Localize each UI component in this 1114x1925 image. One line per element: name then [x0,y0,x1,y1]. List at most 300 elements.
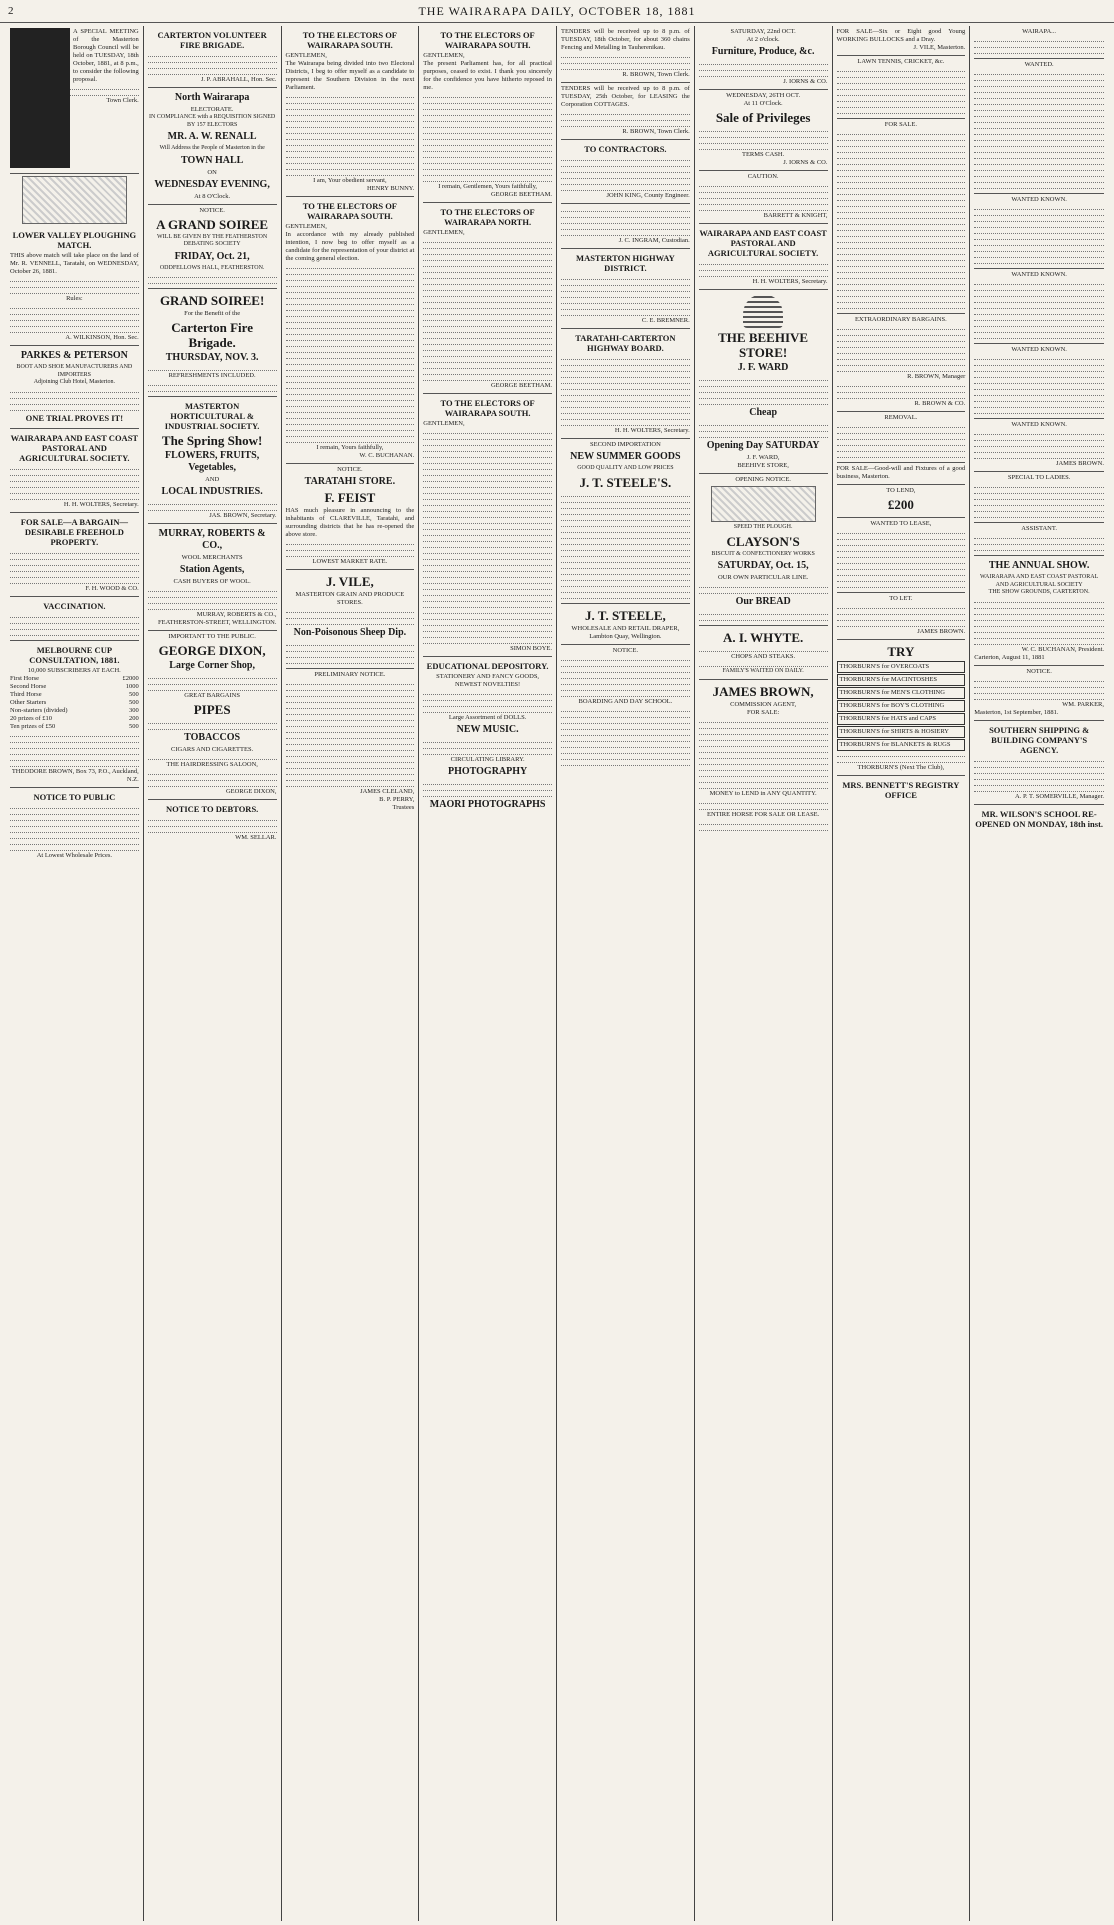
ad-subheading: Station Agents, [179,564,245,575]
ad-signature: BEEHIVE STORE, [737,462,789,469]
ad-heading: TO LEND, [886,487,916,494]
ad-subheading: FOR SALE: [746,708,780,716]
column-6 [695,26,833,1921]
ad-terms: TERMS CASH. [741,151,785,158]
ad-signature: H. H. WOLTERS, Secretary. [752,278,828,285]
ad-wanted-known-3 [974,344,1104,419]
ad-subheading: CASH BUYERS OF WOOL. [173,578,251,585]
ad-heading: ASSISTANT. [1021,525,1057,532]
ad-big-heading: Sale of Privileges [715,110,811,125]
thorburn-item: THORBURN'S for BLANKETS & RUGS [837,739,966,751]
ad-subheading: WHOLESALE AND RETAIL DRAPER, [571,624,680,632]
ad-salutation: GENTLEMEN, [423,229,465,236]
ad-heading: MASTERTON HORTICULTURAL & INDUSTRIAL SOCIETY. [164,401,260,431]
thorburn-item: THORBURN'S for SHIRTS & HOSIERY [837,726,966,738]
ad-beetham-south [423,26,552,203]
ad-thorburns [837,640,966,776]
ad-time: At 8 O'Clock. [194,192,231,200]
ad-signature: B. P. PERRY, [379,796,415,803]
ad-heading: MELBOURNE CUP CONSULTATION, 1881. [29,644,120,665]
ad-amount: £200 [887,497,914,512]
ad-boye-electors [423,394,552,657]
ad-motto: SPEED THE PLOUGH. [733,524,793,530]
ad-heading: TO THE ELECTORS OF WAIRARAPA SOUTH. [440,30,535,50]
ad-wanted-known-2 [974,269,1104,344]
ad-bullocks-sale [837,26,966,56]
ad-subheading: Our BREAD [735,596,791,607]
ad-heading: SPECIAL TO LADIES. [1007,474,1071,481]
prize-value: 1000 [125,682,139,690]
prize-row [10,715,139,723]
ad-footer: ENTIRE HORSE FOR SALE OR LEASE. [706,810,820,818]
ad-subheading: Large Assortment of DOLLS. [448,714,527,721]
ad-subheading: BOARDING AND DAY SCHOOL. [578,697,673,705]
page-number: 2 [8,5,15,17]
ad-signature: GEORGE BEETHAM. [490,191,552,198]
ad-notice-parker [974,666,1104,721]
ad-big-heading: Furniture, Produce, &c. [711,46,815,57]
ad-renall-address [148,88,277,205]
ad-text: ON [207,168,217,176]
ad-salutation: GENTLEMEN, [285,223,327,230]
ad-big-heading: J. T. STEELE'S. [579,474,672,490]
ad-signature: WM. PARKER, [1062,700,1104,708]
prize-row [10,691,139,699]
ad-text: THIS above match will take place on the land of Mr. R. VENNELL, Taratahi, on WEDNESDAY, October 26, 1881. [10,252,139,275]
ad-heading: NOTICE. [337,466,363,473]
ad-heading: NOTICE. [1026,667,1052,675]
prize-value: 500 [129,698,139,706]
ad-heading: TO CONTRACTORS. [584,144,667,154]
prize-value: £2000 [122,674,139,682]
ad-wanted-known-4 [974,419,1104,472]
prize-label: 20 prizes of £10 [10,714,53,722]
ad-heading: CARTERTON VOLUNTEER FIRE BRIGADE. [157,30,267,50]
ad-big-heading: THE ANNUAL SHOW. [988,560,1090,571]
ad-venue: TOWN HALL [180,154,244,166]
prize-label: Other Starters [10,698,47,706]
ad-big-heading: TRY [887,644,915,659]
ad-signature: R. BROWN, Town Clerk. [622,71,690,78]
ad-buchanan-electors [286,197,415,464]
ad-murray-roberts [148,524,277,631]
ad-pastoral-society-committee [699,224,828,290]
ad-subheading: MONEY to LEND in ANY QUANTITY. [709,789,817,797]
ad-subheading: LOWEST MARKET RATE. [312,558,388,565]
ad-special-to-ladies [974,472,1104,523]
ad-wilson-school [974,805,1104,834]
ad-venue: ODDFELLOWS HALL, FEATHERSTON. [159,264,265,271]
ad-opening-day: Opening Day SATURDAY [706,440,820,451]
ad-signature: Town Clerk. [106,97,139,104]
ad-heading: NOTICE. [612,646,639,654]
ad-time: At 11 O'Clock. [743,100,783,107]
ad-signature: J. F. WARD, [746,454,780,461]
ad-heading: PRELIMINARY NOTICE. [314,671,386,678]
ad-heading: TO THE ELECTORS OF WAIRARAPA SOUTH. [302,30,397,50]
ad-subheading: GREAT BARGAINS [184,692,240,699]
ad-beetham-north [423,203,552,394]
ad-subheading: NEWEST NOVELTIES! [455,681,521,688]
ad-taratahi-store [286,464,415,570]
ad-heading: EXTRAORDINARY BARGAINS. [854,316,947,323]
ad-heading: WANTED KNOWN. [1011,346,1067,353]
ad-melbourne-cup [10,641,139,788]
ad-heading: LAWN TENNIS, CRICKET, &c. [857,58,945,65]
ad-closing: I remain, Yours faithfully, [316,444,384,451]
ad-freehold-sale [10,513,139,597]
ad-subheading: WILL BE GIVEN BY THE FEATHERSTON DEBATING SOCIETY [157,233,268,247]
ad-big-heading: Carterton Fire Brigade. [171,320,253,350]
ad-subheading: COMMISSION AGENT, [730,700,797,708]
ad-bunny-electors [286,26,415,197]
thorburn-item: THORBURN'S for MACINTOSHES [837,674,966,686]
ad-signature: J. P. ABRAHALL, Hon. Sec. [200,76,277,83]
ad-tenders-custodian [561,204,690,249]
ad-subheading: J. F. WARD [737,362,789,373]
column-8 [970,26,1108,1921]
ad-subheading: For the Benefit of the [184,310,241,317]
ad-heading: NOTICE. [199,206,225,214]
ad-footer: At Lowest Wholesale Prices. [36,851,113,859]
ad-big-heading: J. T. STEELE, [584,607,666,623]
ad-signature: R. BROWN & CO. [914,400,966,407]
ad-slogan: ONE TRIAL PROVES IT! [25,412,124,423]
prize-label: Third Horse [10,690,42,698]
ad-text: FOR SALE—Good-will and Fixtures of a good business, Masterton. [836,465,966,480]
ad-date: WEDNESDAY, 26TH OCT. [726,92,801,99]
ad-subheading: Non-Poisonous Sheep Dip. [293,627,407,638]
ad-subheading: PHOTOGRAPHY [447,766,528,777]
ad-signature: R. BROWN, Manager [907,373,966,380]
ad-subheading: Adjoining Club Hotel, Masterton. [33,379,115,385]
ad-text: FOR SALE—Six or Eight good Young WORKING BULLOCKS and a Dray. [836,28,966,43]
ad-date: FRIDAY, Oct. 21, [174,250,250,262]
ad-signature: WM. SELLAR. [235,834,277,841]
ad-subheading: NEW SUMMER GOODS [570,451,681,462]
ad-notice-to-public [10,788,139,863]
ad-big-heading: PIPES [193,702,231,717]
ad-heading: LOWER VALLEY PLOUGHING MATCH. [12,230,137,250]
ad-signature: Trustees [392,804,415,811]
ad-text: The present Parliament has, for all practical purposes, ceased to exist. I thank you sincerely for the confidence you have hitherto reposed in me. [423,60,552,91]
ad-james-brown-agent [699,680,828,835]
ad-salutation: GENTLEMEN, [423,52,465,59]
ad-fire-brigade [148,26,277,88]
ad-heading: WANTED TO LEASE, [870,520,932,527]
illustration-plough-image [22,176,127,224]
ad-signature: GEORGE BEETHAM. [490,382,552,389]
ad-heading: TO THE ELECTORS OF WAIRARAPA SOUTH. [440,398,535,418]
ad-subheading: STATIONERY AND FANCY GOODS, [436,673,540,680]
ad-subheading: FLOWERS, FRUITS, Vegetables, [165,450,260,473]
ad-heading: OPENING NOTICE. [735,476,791,483]
prize-row [10,723,139,731]
page-columns [6,26,1108,1921]
ad-signature: SIMON BOYE. [510,645,552,652]
ad-text: TENDERS will be received up to 8 p.m. of TUESDAY, 25th October, for LEASING the Corporation COTTAGES. [561,85,690,108]
ad-subheading: AND [205,476,220,483]
ad-vaccination [10,597,139,641]
ad-subheading: THE SHOW GROUNDS, CARTERTON. [988,589,1090,595]
ad-heading: MASTERTON HIGHWAY DISTRICT. [576,253,675,273]
ad-j-vile [286,570,415,669]
ad-signature: HENRY BUNNY. [366,185,415,192]
ad-big-heading: GRAND SOIREE! [159,293,265,308]
ad-signature: THEODORE BROWN, Box 73, P.O., Auckland, N.Z. [11,767,139,783]
ad-goodwill-sale [837,463,966,485]
ad-date: Carterton, August 11, 1881 [974,653,1045,661]
ad-subheading: THE HAIRDRESSING SALOON, [166,761,258,768]
column-7 [833,26,971,1921]
ad-slogan: Cheap [749,407,778,418]
thorburn-item: THORBURN'S for BOY'S CLOTHING [837,700,966,712]
ad-subheading: REFRESHMENTS INCLUDED. [168,372,256,379]
newspaper-title: THE WAIRARAPA DAILY, OCTOBER 18, 1881 [418,4,696,18]
ad-heading: MR. WILSON'S SCHOOL RE-OPENED ON MONDAY, 18th inst. [975,808,1104,829]
thorburn-item: THORBURN'S for MEN'S CLOTHING [837,687,966,699]
ad-featherston-soiree [148,205,277,290]
ad-signature: JAMES BROWN. [917,628,966,635]
prize-row [10,707,139,715]
ad-salutation: GENTLEMEN, [285,52,327,59]
prize-row [10,675,139,683]
ad-signature: JAMES CLELAND, [360,788,415,795]
ad-parkes-peterson [10,346,139,429]
ad-signature: JOHN KING, County Engineer. [606,192,690,199]
ad-wanted [974,59,1104,194]
ad-heading: WAIRAPA... [1022,28,1057,35]
ad-signature: F. H. WOOD & CO. [85,584,139,592]
prize-value: 500 [129,722,139,730]
ad-big-heading: A GRAND SOIREE [156,216,269,232]
ad-heading: North Wairarapa [174,92,250,103]
ad-heading: NOTICE TO PUBLIC [33,791,116,802]
ad-assistant [974,523,1104,556]
ad-salutation: GENTLEMEN, [423,420,465,427]
ad-to-lend [837,485,966,518]
ad-heading: NOTICE TO DEBTORS. [165,804,259,814]
ad-whyte-bakery [699,626,828,680]
ad-tenders-fencing [561,26,690,83]
ad-big-heading: The Spring Show! [161,433,263,448]
ad-subheading: WOOL MERCHANTS [181,554,243,561]
ad-big-heading: THE BEEHIVE STORE! [718,330,809,360]
column-1 [6,26,144,1921]
ad-heading: FOR SALE—A BARGAIN—DESIRABLE FREEHOLD PROPERTY. [20,516,128,547]
ad-text: TENDERS will be received up to 8 p.m. of TUESDAY, 18th October, for about 360 chains Fencing and Metalling in Tauherenikau. [561,28,690,51]
ad-steele-draper [561,604,690,645]
ad-closing: I am, Your obedient servant, [313,177,387,184]
ad-claysons-biscuits [699,474,828,626]
ad-heading: IMPORTANT TO THE PUBLIC. [168,633,256,640]
ad-big-heading: JAMES BROWN, [712,683,814,699]
prize-row [10,683,139,691]
prize-row [10,699,139,707]
ad-time: At 2 o'clock. [746,36,780,43]
ad-subheading: BISCUIT & CONFECTIONERY WORKS [711,550,815,557]
ad-signature: H. H. WOLTERS, Secretary. [614,427,690,434]
ad-heading: WANTED KNOWN. [1011,196,1067,203]
ad-caution [699,171,828,224]
ad-heading: CAUTION. [747,173,779,180]
ad-steele-summer-goods [561,439,690,604]
ad-signature: A. P. T. SOMERVILLE, Manager. [1015,792,1104,800]
ad-signature: J. VILE, Masterton. [913,44,966,51]
ad-footer: THORBURN'S (Next The Club), [857,764,945,771]
ad-heading: EDUCATIONAL DEPOSITORY. [426,661,549,671]
ad-signature: C. E. BREMNER. [641,317,690,324]
prize-value: 300 [129,706,139,714]
ad-heading: FOR SALE. [884,121,917,128]
ad-date: WEDNESDAY EVENING, [154,178,270,190]
ad-furniture-auction [699,26,828,90]
ad-signature: W. C. BUCHANAN. [359,452,415,459]
ad-big-heading: J. VILE, [325,574,374,589]
prize-label: Ten prizes of £50 [10,722,56,730]
ad-beehive-store [699,290,828,474]
ad-to-let [837,593,966,640]
ad-tenders-cottages [561,83,690,140]
ad-signature: MURRAY, ROBERTS & CO., FEATHERSTON-STREET, WELLINGTON. [158,611,277,626]
ad-lawn-tennis [837,56,966,119]
ad-signature: BARRETT & KNIGHT, [763,212,828,219]
ad-for-sale-properties [837,119,966,314]
ad-ploughing-match [10,226,139,346]
ad-text: In accordance with my already published intention, I now beg to offer myself as a candidate for the representation of your district at the coming general election. [285,231,415,262]
ad-notice-boarding-school [561,645,690,770]
ad-preliminary-notice [286,669,415,815]
ad-george-dixon [148,631,277,800]
prize-value: 200 [129,714,139,722]
ad-heading: WANTED KNOWN. [1011,271,1067,278]
ad-sale-of-privileges [699,90,828,171]
ad-spring-show [148,397,277,524]
ad-signature: W. C. BUCHANAN, President. [1021,645,1104,653]
ad-signature: J. IORNS & CO. [783,159,828,166]
ad-heading: TO THE ELECTORS OF WAIRARAPA NORTH. [440,207,535,227]
ad-removal [837,412,966,463]
column-2 [144,26,282,1921]
ad-highway-board [561,329,690,439]
ad-closing: I remain, Gentlemen, Yours faithfully, [438,183,538,190]
ad-heading: VACCINATION. [43,600,106,611]
ad-shipping-company [974,721,1104,805]
ad-big-heading: CLAYSON'S [726,533,800,549]
prize-list [10,675,139,731]
ad-signature: J. IORNS & CO. [783,78,828,85]
ad-heading: SECOND IMPORTATION [589,441,661,448]
ad-signature: JAMES BROWN. [1055,460,1104,467]
ad-text: IN COMPLIANCE with a REQUISITION SIGNED BY 157 ELECTORS [149,114,276,128]
ad-subheading: CIRCULATING LIBRARY. [450,756,525,763]
ad-extraordinary-bargains [837,314,966,412]
ad-signature: H. H. WOLTERS, Secretary. [63,500,139,508]
ad-subheading: Rules: [66,295,83,302]
ad-heading: WAIRARAPA AND EAST COAST PASTORAL AND AGRICULTURAL SOCIETY. [699,228,827,258]
ad-big-heading: GEORGE DIXON, [158,643,266,658]
column-5 [557,26,695,1921]
masthead [0,0,1114,23]
ad-date: SATURDAY, Oct. 15, [717,560,809,571]
ad-subheading: Large Corner Shop, [169,660,255,671]
ad-heading: WAIRARAPA AND EAST COAST PASTORAL AND AGRICULTURAL SOCIETY. [10,432,139,463]
ad-subheading: Lambton Quay, Wellington. [589,632,662,640]
ink-blot-image [10,28,70,168]
ad-date: THURSDAY, NOV. 3. [165,352,259,363]
ad-wanted-to-lease [837,518,966,593]
ad-signature: R. BROWN, Town Clerk. [622,128,690,135]
ad-heading: TO THE ELECTORS OF WAIRARAPA SOUTH. [302,201,397,221]
ad-subheading: BOOT AND SHOE MANUFACTURERS AND IMPORTERS [16,364,133,378]
ad-heading: SOUTHERN SHIPPING & BUILDING COMPANY'S AGENCY. [989,724,1090,755]
ad-notice-to-debtors [148,800,277,845]
ad-registry-office [837,776,966,805]
ad-text: The Wairarapa being divided into two Electoral Districts, I beg to offer myself as a candidate to represent the Southern Division in the next Parliament. [285,60,415,91]
ad-subheading: CIGARS AND CIGARETTES. [171,746,254,753]
ad-heading: WANTED. [1024,61,1054,68]
ad-big-heading: F. FEIST [324,490,376,505]
thorburn-item: THORBURN'S for HATS and CAPS [837,713,966,725]
column-3 [282,26,420,1921]
prize-label: Non-starters (divided) [10,706,68,714]
ad-educational-depository [423,657,552,816]
ad-subheading: FAMILY'S WAITED ON DAILY. [722,668,804,674]
ad-signature: JAS. BROWN, Secretary. [209,512,277,519]
ad-heading: PARKES & PETERSON [20,350,128,361]
ad-subheading: CHOPS AND STEAKS. [731,653,796,660]
ad-signature: A. WILKINSON, Hon. Sec. [65,334,139,341]
ad-subheading: WAIRARAPA AND EAST COAST PASTORAL AND AGRICULTURAL SOCIETY [979,574,1099,588]
ad-pastoral-society [10,429,139,513]
plough-emblem-image [711,486,816,522]
ad-borough-council-meeting [10,26,139,174]
ad-subheading: MASTERTON GRAIN AND PRODUCE STORES. [295,591,405,606]
ad-footer: MAORI PHOTOGRAPHS [429,799,546,810]
ad-big-heading: A. I. WHYTE. [722,630,804,645]
ad-heading: MURRAY, ROBERTS & CO., [158,528,266,551]
ad-heading: TARATAHI-CARTERTON HIGHWAY BOARD. [575,333,676,353]
ad-signature: GEORGE DIXON, [225,788,277,795]
prize-label: First Horse [10,674,40,682]
beehive-illustration-icon [743,294,783,328]
ad-text: A SPECIAL MEETING of the Masterton Borough Council will be held on TUESDAY, 18th October, 1881, at 8 p.m., to consider the following proposal. [73,28,139,83]
column-4 [419,26,557,1921]
ad-highway-district [561,249,690,329]
ad-heading: WANTED KNOWN. [1011,421,1067,428]
ad-candidate-name: MR. A. W. RENALL [167,131,257,142]
ad-subheading: OUR OWN PARTICULAR LINE. [717,574,809,581]
ad-wanted-known-1 [974,194,1104,269]
ad-subheading: NEW MUSIC. [456,724,519,735]
ad-date: Masterton, 1st September, 1881. [974,708,1059,716]
prize-label: Second Horse [10,682,47,690]
ad-subheading: ELECTORATE. [190,106,234,113]
ad-heading: REMOVAL. [884,414,918,421]
ad-carterton-soiree [148,289,277,397]
ad-heading: MRS. BENNETT'S REGISTRY OFFICE [842,780,960,800]
ad-subheading: GOOD QUALITY AND LOW PRICES [577,465,674,471]
ad-heading: TO LET. [889,595,913,602]
ad-subheading: TARATAHI STORE. [304,476,396,487]
thorburn-item: THORBURN'S for OVERCOATS [837,661,966,673]
ad-text: HAS much pleasure in announcing to the inhabitants of CLAREVILLE, Taratahi, and surrounding districts that he has re-opened the above store. [285,507,415,538]
ad-subheading: LOCAL INDUSTRIES. [161,486,263,497]
ad-subheading: TOBACCOS [184,732,241,743]
ad-signature: J. C. INGRAM, Custodian. [618,237,690,244]
ad-annual-show [974,556,1104,666]
ad-to-contractors [561,140,690,204]
